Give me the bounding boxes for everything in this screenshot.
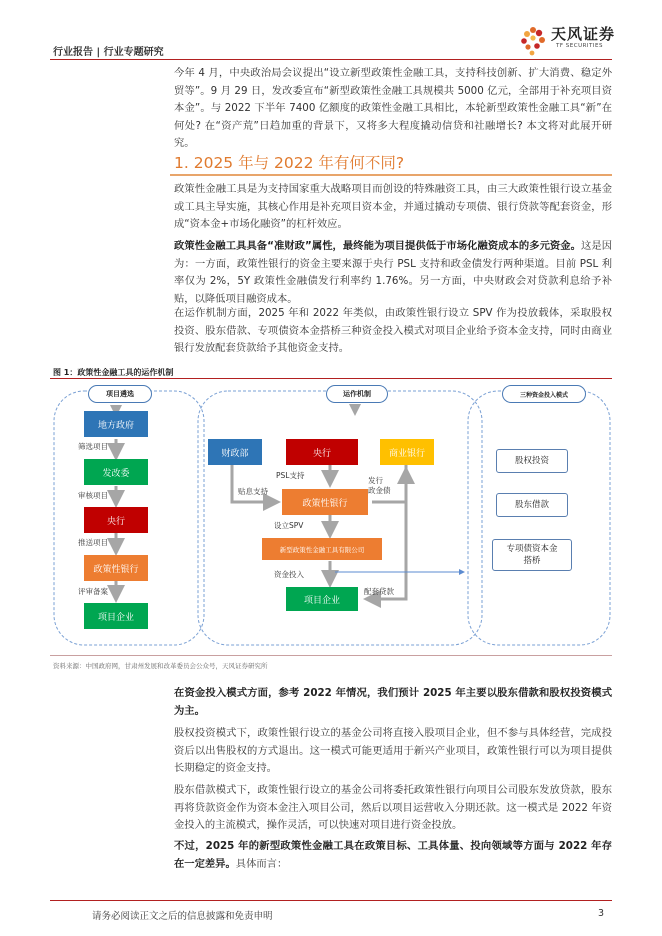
section-title: 1. 2025 年与 2022 年有何不同? (174, 154, 405, 172)
middle-panel-header: 运作机制 (326, 385, 388, 403)
figure-top-divider (50, 378, 612, 379)
label-psl-support: PSL支持 (276, 471, 305, 480)
section-title-underline (170, 174, 612, 176)
figure-title: 图 1：政策性金融工具的运作机制 (53, 368, 174, 377)
footer-disclaimer: 请务必阅读正文之后的信息披露和免责申明 (92, 911, 273, 922)
figure-bottom-divider (50, 655, 612, 656)
mode-paragraph: 在资金投入模式方面，参考 2022 年情况，我们预计 2025 年主要以股东借款和股权投资模式为主。 (174, 687, 612, 717)
mechanism-diagram (50, 381, 612, 653)
definition-paragraph: 政策性金融工具是为支持国家重大战略项目而创设的特殊融资工具，由三大政策性银行设立基金或工具主导实施，其核心作用是补充项目资本金，并通过撬动专项债、银行贷款等配套资金，形成“资本金+市场化融资”的杠杆效应。 (174, 183, 612, 230)
figure-source: 资料来源：中国政府网，甘肃州发展和改革委员会公众号，天风证券研究所 (53, 662, 268, 670)
report-category: 行业报告 | 行业专题研究 (53, 47, 164, 58)
mode-equity-investment: 股权投资 (496, 449, 568, 473)
label-supporting-loan: 配套贷款 (364, 587, 394, 596)
difference-paragraph (174, 838, 612, 873)
left-panel-header: 项目遴选 (88, 385, 152, 403)
mechanism-paragraph: 在运作机制方面，2025 年和 2022 年类似，由政策性银行设立 SPV 作为投放载体，采取股权投资、股东借款、专项债资本金搭桥三种资金投入模式对项目企业给予资本金支持，同时由商业银行发放配套贷款给予其他资金支持。 (174, 307, 612, 354)
right-panel-frame (468, 391, 610, 645)
footer-divider (50, 900, 612, 901)
page-number: 3 (598, 908, 605, 919)
intro-paragraph: 今年 4 月，中央政治局会议提出“设立新型政策性金融工具，支持科技创新、扩大消费、稳定外贸等”。9 月 29 日，发改委宣布“新型政策性金融工具规模共 5000 亿元，全部用于补充项目资本金”。与 2022 下半年 7400 亿额度的政策性金融工具相比，本轮新型政策性金融工具“新”在何处? 在“资产荒”日趋加重的背景下，又将多大程度撬动信贷和社融增长? 本文将对此展开研究。 (174, 67, 612, 149)
label-review-filing: 评审备案 (78, 587, 108, 596)
label-set-spv: 设立SPV (274, 521, 304, 530)
new-tool-company-box: 新型政策性金融工具有限公司 (262, 538, 382, 560)
label-interest-subsidy: 贴息支持 (238, 487, 268, 496)
project-company-box-left: 项目企业 (84, 603, 148, 629)
label-issue-bond: 发行 政金债 (368, 476, 391, 495)
local-government-box: 地方政府 (84, 411, 148, 437)
policy-bank-box-mid: 政策性银行 (282, 489, 368, 515)
brand-name-en: TF SECURITIES (556, 43, 603, 49)
policy-bank-box: 政策性银行 (84, 555, 148, 581)
ndrc-box: 发改委 (84, 459, 148, 485)
label-push-project: 推送项目 (78, 538, 108, 547)
central-bank-box: 央行 (84, 507, 148, 533)
loan-paragraph: 股东借款模式下，政策性银行设立的基金公司将委托政策性银行向项目公司股东发放贷款，股东再将贷款资金作为资本金注入项目公司，然后以项目运营收入分期还款。这一模式是 2022 年资金投入的主流模式，操作灵活，可以快速对项目进行资金投放。 (174, 784, 612, 831)
label-screen-project: 筛选项目 (78, 442, 108, 451)
attribute-paragraph (174, 238, 612, 308)
header-divider (50, 59, 612, 60)
mode-special-bond-bridge: 专项债资本金 搭桥 (492, 539, 572, 571)
mof-box: 财政部 (208, 439, 262, 465)
attribute-paragraph-bold: 政策性金融工具具备“准财政”属性，最终能为项目提供低于市场化融资成本的多元资金。 (174, 240, 581, 252)
label-capital-input: 资金投入 (274, 570, 304, 579)
project-company-box-mid: 项目企业 (286, 587, 358, 611)
attribute-paragraph-text: 这是因为：一方面，政策性银行的资金主要来源于央行 PSL 支持和政金债发行两种渠道。目前 PSL 利率仅为 2%，5Y 政策性金融债发行利率约 1.76%。另一方面，中央财政会对贷款利息给予补贴，以降低项目融资成本。 (174, 240, 612, 305)
mode-shareholder-loan: 股东借款 (496, 493, 568, 517)
difference-paragraph-bold: 不过，2025 年的新型政策性金融工具在政策目标、工具体量、投向领域等方面与 2022 年存在一定差异。 (174, 840, 612, 870)
difference-paragraph-text: 具体而言： (235, 857, 288, 870)
equity-paragraph: 股权投资模式下，政策性银行设立的基金公司将直接入股项目企业，但不参与具体经营，完成投资后以出售股权的方式退出。这一模式可能更适用于新兴产业项目，政策性银行可以为项目提供长期稳定的资金支持。 (174, 727, 612, 774)
commercial-bank-box: 商业银行 (380, 439, 434, 465)
brand-name-cn: 天风证券 (551, 25, 616, 43)
pboc-box: 央行 (286, 439, 358, 465)
label-review-project: 审核项目 (78, 491, 108, 500)
right-panel-header: 三种资金投入模式 (502, 385, 586, 403)
